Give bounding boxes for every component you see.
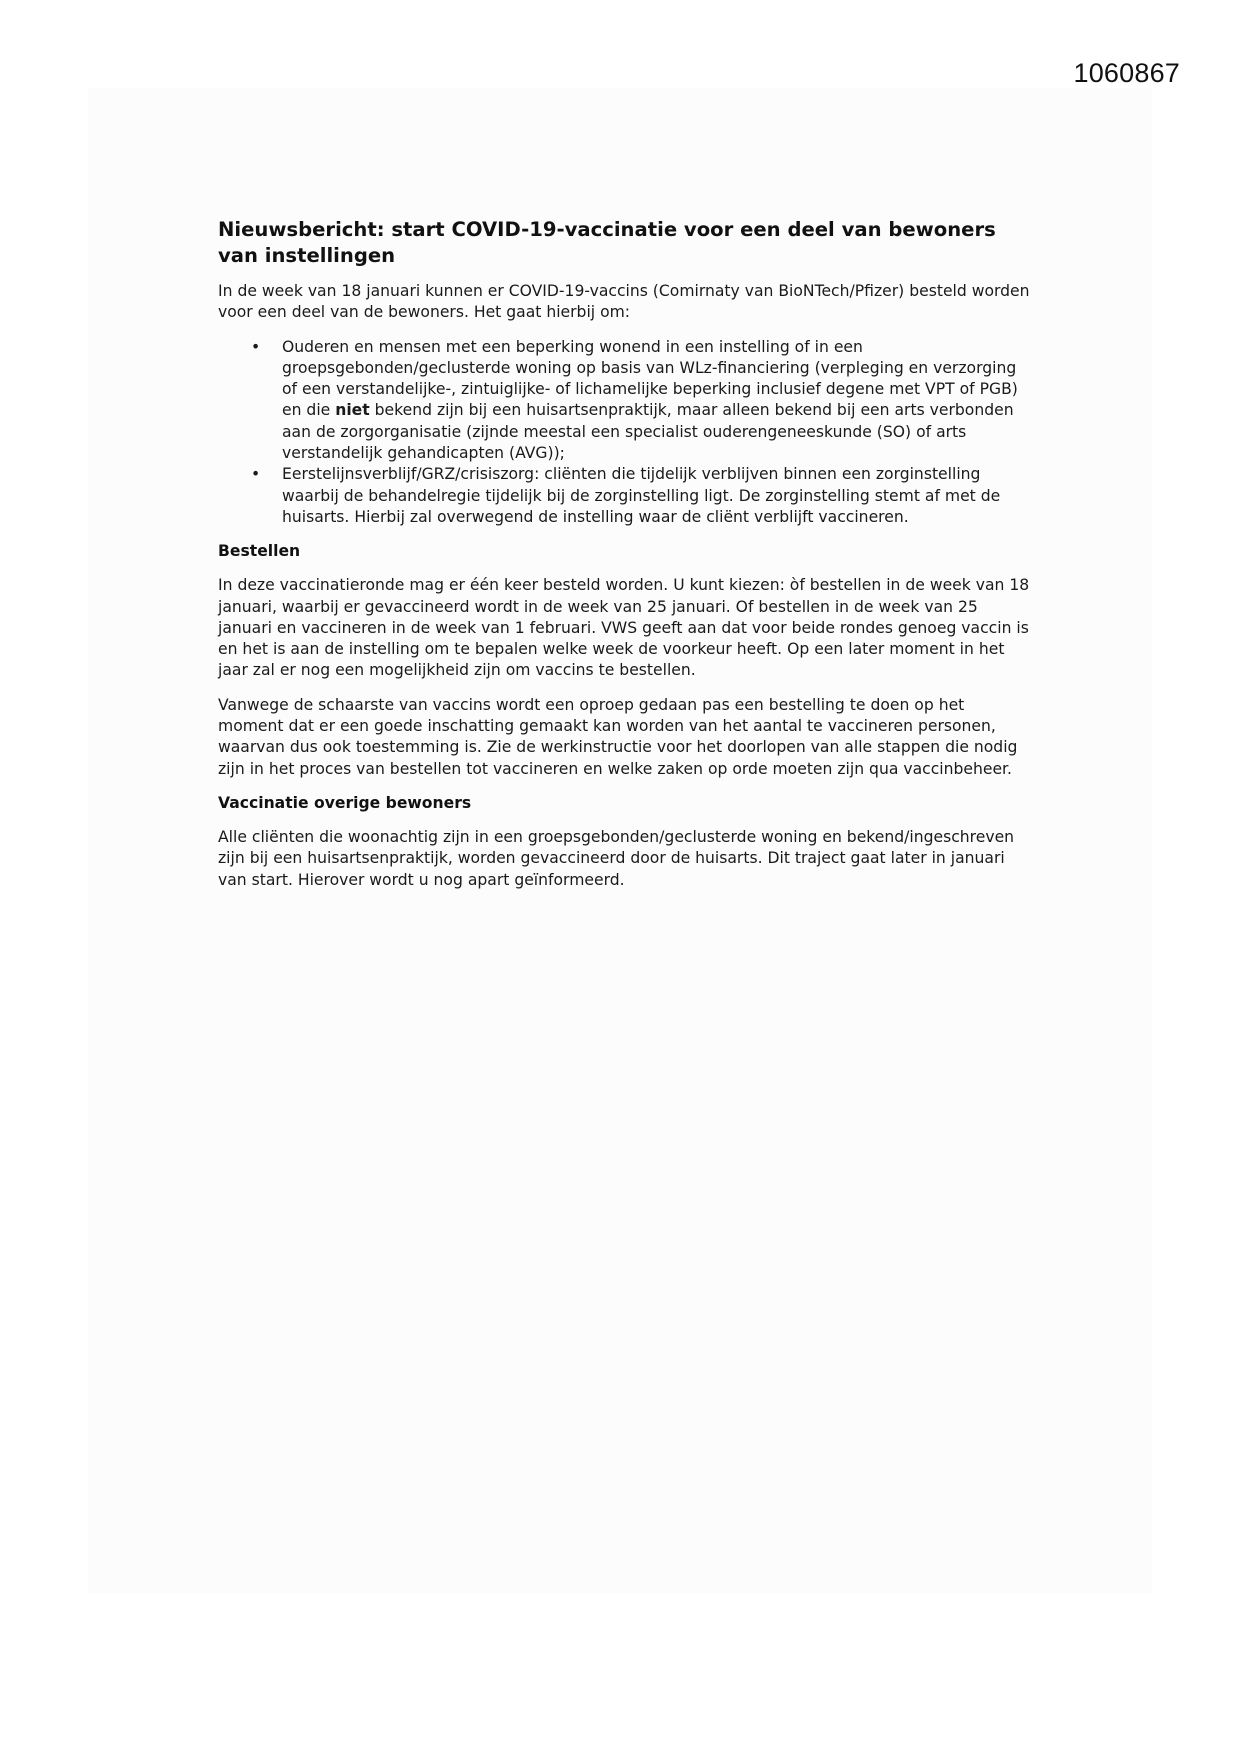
target-group-list xyxy=(218,337,1030,529)
intro-paragraph: In de week van 18 januari kunnen er COVID-19-vaccins (Comirnaty van BioNTech/Pfizer) besteld worden voor een deel van de bewoners. Het gaat hierbij om: xyxy=(218,282,1030,322)
list-item-text: Eerstelijnsverblijf/GRZ/crisiszorg: cliënten die tijdelijk verblijven binnen een zorginstelling waarbij de behandelregie tijdelijk bij de zorginstelling ligt. De zorginstelling stemt af met de huisarts. Hierbij zal overwegend de instelling waar de cliënt verblijft vaccineren. xyxy=(282,465,1001,526)
paragraph: Alle cliënten die woonachtig zijn in een groepsgebonden/geclusterde woning en bekend/ingeschreven zijn bij een huisartsenpraktijk, worden gevaccineerd door de huisarts. Dit traject gaat later in januari van start. Hierover wordt u nog apart geïnformeerd. xyxy=(218,827,1015,889)
list-item xyxy=(218,464,1030,528)
list-item-text: bekend zijn bij een huisartsenpraktijk, maar alleen bekend bij een arts verbonden aan de zorgorganisatie (zijnde meestal een specialist ouderengeneeskunde (SO) of arts verstandelijk gehandicapten (AVG)); xyxy=(282,401,1014,463)
list-item-text: Ouderen en mensen met een beperking wonend in een instelling of in een groepsgebonden/geclusterde woning op basis van WLz-financiering (verpleging en verzorging of een verstandelijke-, zintuiglijke- of lichamelijke beperking inclusief degene met VPT of PGB) en die xyxy=(282,337,1018,420)
section-heading-vaccinatie-overige-bewoners: Vaccinatie overige bewoners xyxy=(218,793,472,812)
document-id-number: 1060867 xyxy=(1073,58,1180,88)
page-title: Nieuwsbericht: start COVID-19-vaccinatie voor een deel van bewoners van instellingen xyxy=(218,218,996,267)
paragraph: Vanwege de schaarste van vaccins wordt een oproep gedaan pas een bestelling te doen op het moment dat er een goede inschatting gemaakt kan worden van het aantal te vaccineren personen, waarvan dus ook toestemming is. Zie de werkinstructie voor het doorlopen van alle stappen die nodig zijn in het proces van bestellen tot vaccineren en welke zaken op orde moeten zijn qua vaccinbeheer. xyxy=(218,695,1018,778)
bullet-icon: • xyxy=(251,465,261,484)
list-item xyxy=(218,337,1030,465)
document-body xyxy=(218,217,1030,904)
section-heading-bestellen: Bestellen xyxy=(218,542,301,561)
bullet-icon: • xyxy=(251,337,261,356)
paragraph: In deze vaccinatieronde mag er één keer besteld worden. U kunt kiezen: òf bestellen in de week van 18 januari, waarbij er gevaccineerd wordt in de week van 25 januari. Of bestellen in de week van 25 januari en vaccineren in de week van 1 februari. VWS geeft aan dat voor beide rondes genoeg vaccin is en het is aan de instelling om te bepalen welke week de voorkeur heeft. Op een later moment in het jaar zal er nog een mogelijkheid zijn om vaccins te bestellen. xyxy=(218,576,1030,680)
emphasis-text: niet xyxy=(335,401,370,420)
